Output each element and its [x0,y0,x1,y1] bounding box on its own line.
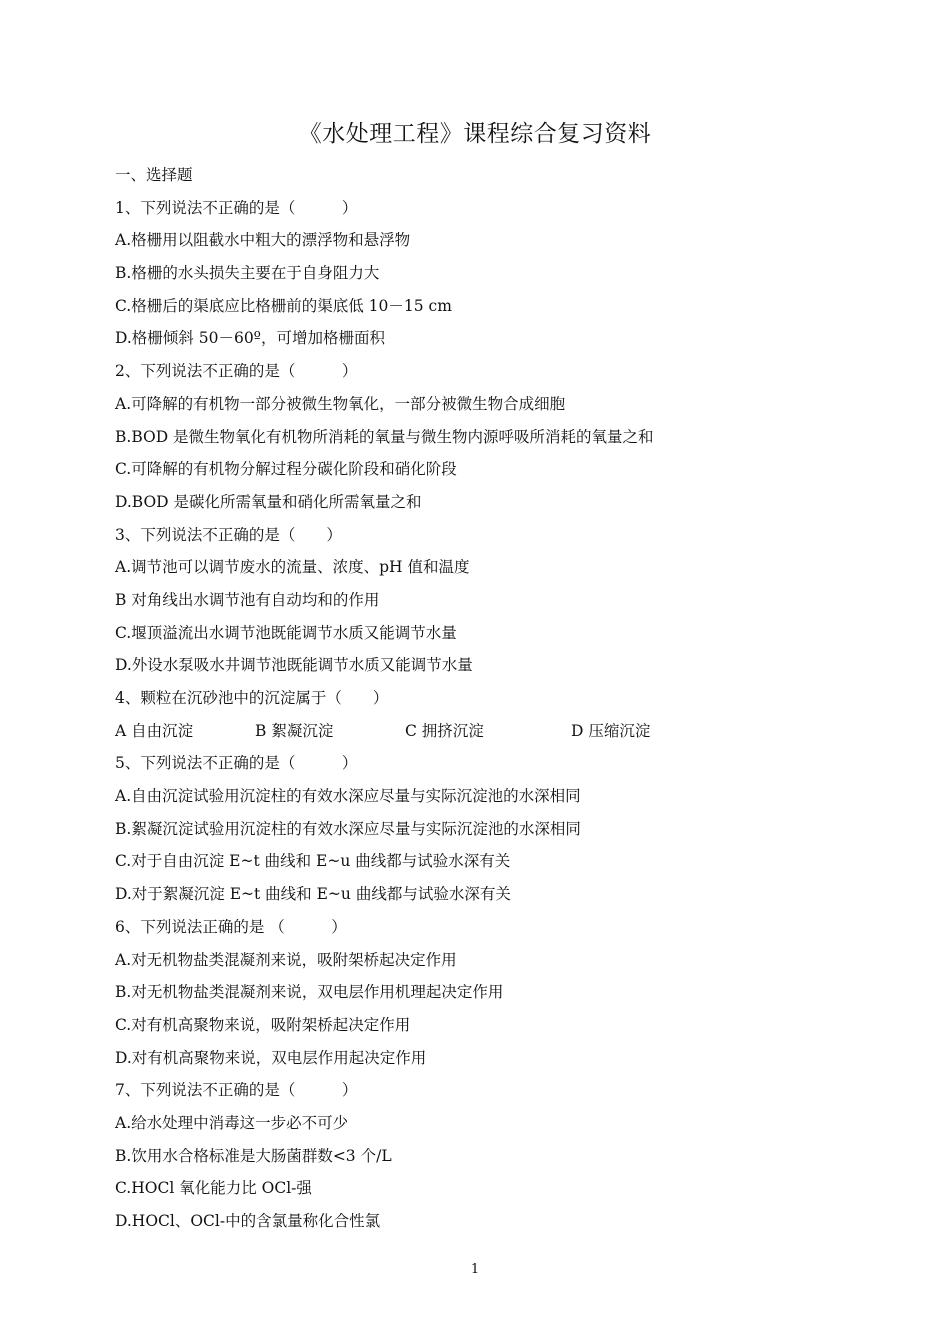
question-option: C.格栅后的渠底应比格栅前的渠底低 10－15 cm [115,296,452,315]
question-option: A.给水处理中消毒这一步必不可少 [115,1113,349,1132]
question-stem: 7、下列说法不正确的是（ ） [115,1081,358,1100]
question-option: A.调节池可以调节废水的流量、浓度、pH 值和温度 [115,558,470,577]
question-option: A.对无机物盐类混凝剂来说，吸附架桥起决定作用 [115,950,457,969]
question-option: A 自由沉淀 [115,721,194,740]
section-heading: 一、选择题 [115,166,193,184]
page-number: 1 [470,1262,480,1277]
question-option: D.格栅倾斜 50－60º，可增加格栅面积 [115,329,385,348]
question-option: B 对角线出水调节池有自动均和的作用 [115,590,380,609]
question-option: B.对无机物盐类混凝剂来说，双电层作用机理起决定作用 [115,983,504,1002]
page-title: 《水处理工程》课程综合复习资料 [298,121,652,147]
question-option: B.絮凝沉淀试验用沉淀柱的有效水深应尽量与实际沉淀池的水深相同 [115,819,581,838]
question-option: B.格栅的水头损失主要在于自身阻力大 [115,264,380,283]
question-list [115,159,875,1238]
question-option: D.HOCl、OCl-中的含氯量称化合性氯 [115,1212,381,1230]
question-option: B.饮用水合格标准是大肠菌群数<3 个/L [115,1146,392,1165]
inline-options-row [115,715,875,748]
question-stem: 2、下列说法不正确的是（ ） [115,362,358,381]
question-stem: 3、下列说法不正确的是（ ） [115,525,342,544]
question-option: A.可降解的有机物一部分被微生物氧化，一部分被微生物合成细胞 [115,394,566,413]
question-option: D.外设水泵吸水井调节池既能调节水质又能调节水量 [115,656,473,675]
question-option: D.BOD 是碳化所需氧量和硝化所需氧量之和 [115,492,422,511]
question-option: D.对于絮凝沉淀 E~t 曲线和 E~u 曲线都与试验水深有关 [115,885,511,904]
question-option: C.对于自由沉淀 E~t 曲线和 E~u 曲线都与试验水深有关 [115,852,511,871]
question-option: C.HOCl 氧化能力比 OCl-强 [115,1179,312,1198]
question-stem: 4、颗粒在沉砂池中的沉淀属于（ ） [115,689,389,707]
question-option: C.堰顶溢流出水调节池既能调节水质又能调节水量 [115,623,457,642]
question-option: C.可降解的有机物分解过程分碳化阶段和硝化阶段 [115,460,457,479]
question-option: B.BOD 是微生物氧化有机物所消耗的氧量与微生物内源呼吸所消耗的氧量之和 [115,427,654,446]
question-option: D 压缩沉淀 [571,721,651,740]
question-option: C 拥挤沉淀 [405,721,484,740]
question-stem: 6、下列说法正确的是 （ ） [115,917,347,936]
question-option: A.格栅用以阻截水中粗大的漂浮物和悬浮物 [115,231,411,250]
question-option: A.自由沉淀试验用沉淀柱的有效水深应尽量与实际沉淀池的水深相同 [115,787,581,806]
question-option: B 絮凝沉淀 [255,721,334,740]
question-option: C.对有机高聚物来说，吸附架桥起决定作用 [115,1015,411,1034]
question-stem: 1、下列说法不正确的是（ ） [115,198,358,217]
question-option: D.对有机高聚物来说，双电层作用起决定作用 [115,1048,427,1067]
question-stem: 5、下列说法不正确的是（ ） [115,754,358,773]
